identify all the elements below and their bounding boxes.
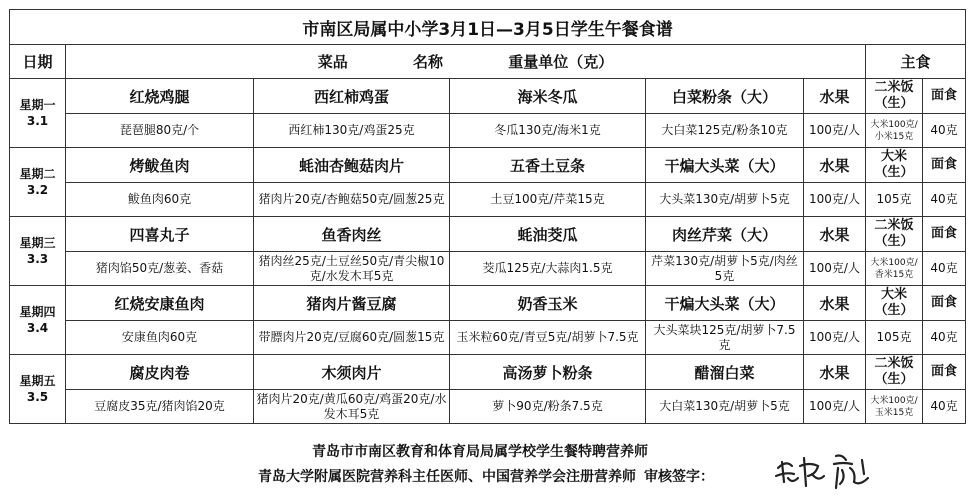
day-name: 星期四 xyxy=(19,305,56,319)
fruit-quantity: 100克/人 xyxy=(804,252,866,286)
header-staple: 主食 xyxy=(866,45,966,79)
dish-name: 红烧安康鱼肉 xyxy=(66,286,254,321)
dish-name: 烤鲅鱼肉 xyxy=(66,148,254,183)
noodle-quantity: 40克 xyxy=(923,114,966,148)
dish-name: 蚝油茭瓜 xyxy=(450,217,646,252)
day-date: 3.3 xyxy=(26,252,49,266)
rice-quantity: 105克 xyxy=(866,183,923,217)
dish-quantity: 冬瓜130克/海米1克 xyxy=(450,114,646,148)
dish-quantity: 琵琶腿80克/个 xyxy=(66,114,254,148)
rice-name: 大米（生） xyxy=(866,286,923,321)
dish-name: 猪肉片酱豆腐 xyxy=(254,286,450,321)
dish-name: 干煸大头菜（大） xyxy=(646,286,804,321)
sign-label: 审核签字： xyxy=(644,469,714,485)
dish-quantity: 大白菜125克/粉条10克 xyxy=(646,114,804,148)
rice-name: 二米饭（生） xyxy=(866,355,923,390)
rice-name: 大米（生） xyxy=(866,148,923,183)
fruit-quantity: 100克/人 xyxy=(804,114,866,148)
page-title: 市南区局属中小学3月1日—3月5日学生午餐食谱 xyxy=(10,10,966,45)
noodle-name: 面食 xyxy=(923,355,966,390)
dish-name: 醋溜白菜 xyxy=(646,355,804,390)
rice-quantity: 大米100克/小米15克 xyxy=(866,114,923,148)
rice-quantity: 大米100克/香米15克 xyxy=(866,252,923,286)
dish-name: 四喜丸子 xyxy=(66,217,254,252)
dish-quantity: 西红柿130克/鸡蛋25克 xyxy=(254,114,450,148)
noodle-name: 面食 xyxy=(923,286,966,321)
day-cell xyxy=(10,286,66,355)
dish-name: 西红柿鸡蛋 xyxy=(254,79,450,114)
dish-quantity: 猪肉片20克/黄瓜60克/鸡蛋20克/水发木耳5克 xyxy=(254,390,450,424)
dish-name: 白菜粉条（大） xyxy=(646,79,804,114)
dish-name: 肉丝芹菜（大） xyxy=(646,217,804,252)
dish-quantity: 玉米粒60克/青豆5克/胡萝卜7.5克 xyxy=(450,321,646,355)
noodle-name: 面食 xyxy=(923,217,966,252)
rice-name: 二米饭（生） xyxy=(866,217,923,252)
fruit-quantity: 100克/人 xyxy=(804,321,866,355)
noodle-quantity: 40克 xyxy=(923,183,966,217)
day-cell xyxy=(10,148,66,217)
dish-quantity: 安康鱼肉60克 xyxy=(66,321,254,355)
dish-name: 木须肉片 xyxy=(254,355,450,390)
noodle-quantity: 40克 xyxy=(923,321,966,355)
menu-table xyxy=(9,9,966,424)
dish-quantity: 鲅鱼肉60克 xyxy=(66,183,254,217)
header-date: 日期 xyxy=(10,45,66,79)
rice-quantity: 大米100克/玉米15克 xyxy=(866,390,923,424)
dish-quantity: 大白菜130克/胡萝卜5克 xyxy=(646,390,804,424)
fruit-name: 水果 xyxy=(804,217,866,252)
dish-name: 鱼香肉丝 xyxy=(254,217,450,252)
day-cell xyxy=(10,79,66,148)
dish-name: 红烧鸡腿 xyxy=(66,79,254,114)
dish-name: 奶香玉米 xyxy=(450,286,646,321)
rice-name: 二米饭（生） xyxy=(866,79,923,114)
noodle-name: 面食 xyxy=(923,148,966,183)
header-name-label: 名称 xyxy=(412,53,443,71)
menu-sheet xyxy=(9,9,965,424)
rice-quantity: 105克 xyxy=(866,321,923,355)
noodle-quantity: 40克 xyxy=(923,252,966,286)
noodle-quantity: 40克 xyxy=(923,390,966,424)
fruit-quantity: 100克/人 xyxy=(804,390,866,424)
dish-name: 腐皮肉卷 xyxy=(66,355,254,390)
day-date: 3.4 xyxy=(26,321,49,335)
header-dishes-label: 菜品 xyxy=(317,53,348,71)
dish-quantity: 大头菜块125克/胡萝卜7.5克 xyxy=(646,321,804,355)
dish-name: 高汤萝卜粉条 xyxy=(450,355,646,390)
dish-quantity: 豆腐皮35克/猪肉馅20克 xyxy=(66,390,254,424)
footer-line-1: 青岛市市南区教育和体育局局属学校学生餐特聘营养师 xyxy=(312,444,648,460)
footer-line-2-text: 青岛大学附属医院营养科主任医师、中国营养学会注册营养师 xyxy=(258,469,636,485)
dish-quantity: 猪肉馅50克/葱姜、香菇 xyxy=(66,252,254,286)
handwritten-signature xyxy=(772,448,892,492)
day-date: 3.1 xyxy=(26,114,49,128)
day-name: 星期二 xyxy=(19,167,56,181)
dish-quantity: 猪肉片20克/杏鲍菇50克/圆葱25克 xyxy=(254,183,450,217)
dish-quantity: 带膘肉片20克/豆腐60克/圆葱15克 xyxy=(254,321,450,355)
fruit-name: 水果 xyxy=(804,355,866,390)
day-name: 星期一 xyxy=(19,98,56,112)
day-name: 星期三 xyxy=(19,236,56,250)
day-name: 星期五 xyxy=(19,374,56,388)
dish-quantity: 猪肉丝25克/土豆丝50克/青尖椒10克/水发木耳5克 xyxy=(254,252,450,286)
dish-quantity: 萝卜90克/粉条7.5克 xyxy=(450,390,646,424)
fruit-name: 水果 xyxy=(804,79,866,114)
dish-name: 五香土豆条 xyxy=(450,148,646,183)
dish-name: 蚝油杏鲍菇肉片 xyxy=(254,148,450,183)
day-date: 3.5 xyxy=(26,390,49,404)
noodle-name: 面食 xyxy=(923,79,966,114)
fruit-quantity: 100克/人 xyxy=(804,183,866,217)
dish-name: 海米冬瓜 xyxy=(450,79,646,114)
day-cell xyxy=(10,355,66,424)
header-dishes xyxy=(66,45,866,79)
dish-quantity: 土豆100克/芹菜15克 xyxy=(450,183,646,217)
day-cell xyxy=(10,217,66,286)
dish-quantity: 大头菜130克/胡萝卜5克 xyxy=(646,183,804,217)
fruit-name: 水果 xyxy=(804,148,866,183)
dish-quantity: 茭瓜125克/大蒜肉1.5克 xyxy=(450,252,646,286)
day-date: 3.2 xyxy=(26,183,49,197)
dish-quantity: 芹菜130克/胡萝卜5克/肉丝5克 xyxy=(646,252,804,286)
dish-name: 干煸大头菜（大） xyxy=(646,148,804,183)
header-weight-label: 重量单位（克） xyxy=(508,53,614,71)
fruit-name: 水果 xyxy=(804,286,866,321)
